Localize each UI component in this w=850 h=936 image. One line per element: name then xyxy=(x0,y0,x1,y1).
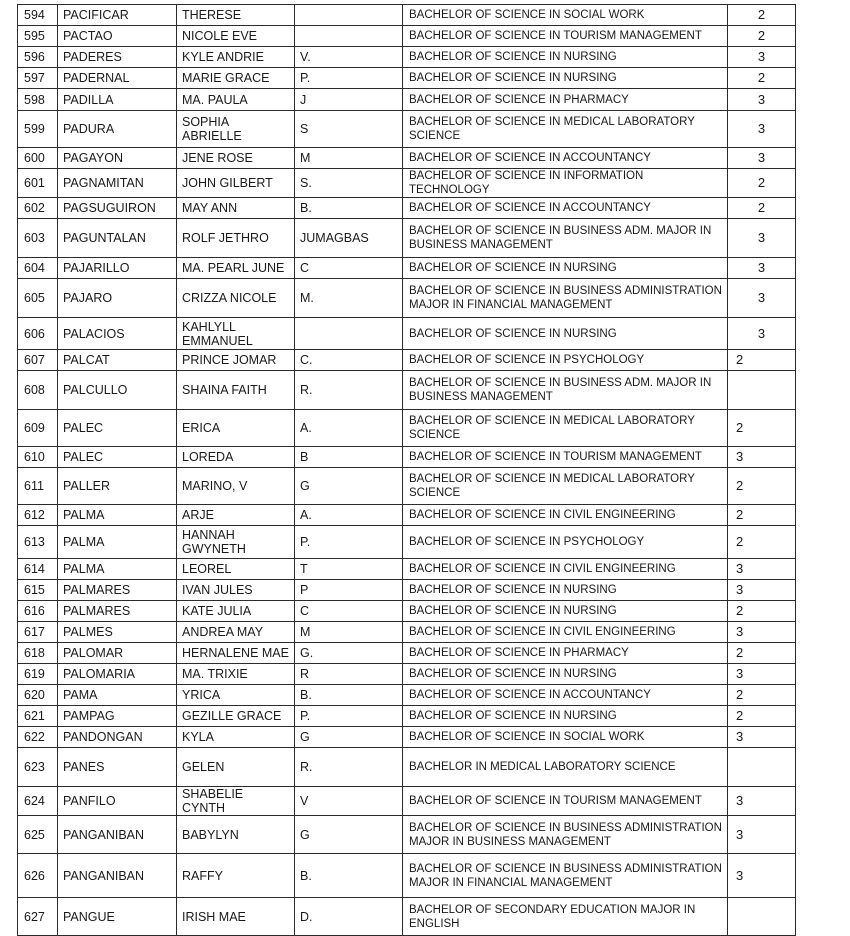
table-row xyxy=(18,685,796,706)
middle-name: M xyxy=(295,148,403,169)
first-name: BABYLYN xyxy=(177,816,295,854)
row-number: 604 xyxy=(18,258,58,279)
degree-program: BACHELOR OF SCIENCE IN PSYCHOLOGY xyxy=(403,526,728,559)
year-level: 2 xyxy=(728,26,796,47)
first-name: ARJE xyxy=(177,505,295,526)
row-number: 626 xyxy=(18,854,58,898)
row-number: 620 xyxy=(18,685,58,706)
middle-name: G. xyxy=(295,643,403,664)
middle-name: JUMAGBAS xyxy=(295,219,403,258)
year-level: 2 xyxy=(728,198,796,219)
year-level: 3 xyxy=(728,279,796,318)
year-level: 2 xyxy=(728,68,796,89)
first-name: KYLA xyxy=(177,727,295,748)
year-level: 3 xyxy=(728,89,796,111)
year-level: 3 xyxy=(728,622,796,643)
table-row xyxy=(18,279,796,318)
degree-program: BACHELOR OF SCIENCE IN CIVIL ENGINEERING xyxy=(403,559,728,580)
last-name: PANES xyxy=(58,748,177,787)
middle-name: C xyxy=(295,258,403,279)
row-number: 598 xyxy=(18,89,58,111)
year-level: 3 xyxy=(728,258,796,279)
table-row xyxy=(18,148,796,169)
year-level: 2 xyxy=(728,410,796,447)
table-row xyxy=(18,258,796,279)
row-number: 602 xyxy=(18,198,58,219)
year-level: 3 xyxy=(728,447,796,468)
last-name: PAJARILLO xyxy=(58,258,177,279)
degree-program: BACHELOR OF SCIENCE IN PSYCHOLOGY xyxy=(403,350,728,371)
middle-name: P. xyxy=(295,526,403,559)
first-name: ERICA xyxy=(177,410,295,447)
table-row xyxy=(18,219,796,258)
year-level: 2 xyxy=(728,643,796,664)
table-row xyxy=(18,169,796,198)
last-name: PALEC xyxy=(58,447,177,468)
row-number: 610 xyxy=(18,447,58,468)
table-row xyxy=(18,787,796,816)
middle-name xyxy=(295,318,403,350)
first-name: IVAN JULES xyxy=(177,580,295,601)
row-number: 609 xyxy=(18,410,58,447)
table-row xyxy=(18,111,796,148)
last-name: PALOMAR xyxy=(58,643,177,664)
year-level: 2 xyxy=(728,350,796,371)
row-number: 601 xyxy=(18,169,58,198)
middle-name: R xyxy=(295,664,403,685)
table-row xyxy=(18,706,796,727)
middle-name: C xyxy=(295,601,403,622)
degree-program: BACHELOR OF SCIENCE IN BUSINESS ADM. MAJOR IN BUSINESS MANAGEMENT xyxy=(403,371,728,410)
middle-name: G xyxy=(295,816,403,854)
first-name: MARINO, V xyxy=(177,468,295,505)
last-name: PADILLA xyxy=(58,89,177,111)
middle-name: B. xyxy=(295,854,403,898)
first-name: MA. PEARL JUNE xyxy=(177,258,295,279)
row-number: 621 xyxy=(18,706,58,727)
year-level xyxy=(728,898,796,936)
degree-program: BACHELOR OF SCIENCE IN TOURISM MANAGEMENT xyxy=(403,447,728,468)
degree-program: BACHELOR OF SCIENCE IN CIVIL ENGINEERING xyxy=(403,505,728,526)
first-name: MA. TRIXIE xyxy=(177,664,295,685)
year-level: 3 xyxy=(728,816,796,854)
year-level: 3 xyxy=(728,727,796,748)
first-name: HERNALENE MAE xyxy=(177,643,295,664)
table-row xyxy=(18,89,796,111)
year-level: 3 xyxy=(728,664,796,685)
degree-program: BACHELOR OF SCIENCE IN TOURISM MANAGEMENT xyxy=(403,26,728,47)
year-level: 3 xyxy=(728,559,796,580)
first-name: SOPHIA ABRIELLE xyxy=(177,111,295,148)
last-name: PANDONGAN xyxy=(58,727,177,748)
student-rows xyxy=(18,5,796,936)
middle-name xyxy=(295,5,403,26)
degree-program: BACHELOR OF SCIENCE IN BUSINESS ADMINISTRATION MAJOR IN FINANCIAL MANAGEMENT xyxy=(403,854,728,898)
last-name: PAJARO xyxy=(58,279,177,318)
last-name: PACIFICAR xyxy=(58,5,177,26)
first-name: PRINCE JOMAR xyxy=(177,350,295,371)
middle-name: P. xyxy=(295,68,403,89)
first-name: LEOREL xyxy=(177,559,295,580)
row-number: 625 xyxy=(18,816,58,854)
middle-name: G xyxy=(295,727,403,748)
table-row xyxy=(18,5,796,26)
last-name: PANGANIBAN xyxy=(58,854,177,898)
last-name: PADURA xyxy=(58,111,177,148)
degree-program: BACHELOR OF SCIENCE IN NURSING xyxy=(403,68,728,89)
degree-program: BACHELOR OF SCIENCE IN NURSING xyxy=(403,664,728,685)
last-name: PALMA xyxy=(58,559,177,580)
last-name: PALOMARIA xyxy=(58,664,177,685)
last-name: PAMPAG xyxy=(58,706,177,727)
last-name: PALACIOS xyxy=(58,318,177,350)
first-name: JOHN GILBERT xyxy=(177,169,295,198)
first-name: LOREDA xyxy=(177,447,295,468)
table-row xyxy=(18,898,796,936)
row-number: 618 xyxy=(18,643,58,664)
last-name: PAGNAMITAN xyxy=(58,169,177,198)
degree-program: BACHELOR OF SCIENCE IN MEDICAL LABORATORY SCIENCE xyxy=(403,410,728,447)
row-number: 622 xyxy=(18,727,58,748)
first-name: KAHLYLL EMMANUEL xyxy=(177,318,295,350)
first-name: YRICA xyxy=(177,685,295,706)
first-name: SHAINA FAITH xyxy=(177,371,295,410)
middle-name: T xyxy=(295,559,403,580)
degree-program: BACHELOR OF SCIENCE IN MEDICAL LABORATORY SCIENCE xyxy=(403,468,728,505)
degree-program: BACHELOR OF SCIENCE IN SOCIAL WORK xyxy=(403,5,728,26)
first-name: KYLE ANDRIE xyxy=(177,47,295,68)
table-row xyxy=(18,410,796,447)
middle-name: G xyxy=(295,468,403,505)
row-number: 613 xyxy=(18,526,58,559)
row-number: 603 xyxy=(18,219,58,258)
year-level: 2 xyxy=(728,505,796,526)
first-name: THERESE xyxy=(177,5,295,26)
year-level: 3 xyxy=(728,47,796,68)
middle-name: M. xyxy=(295,279,403,318)
table-row xyxy=(18,505,796,526)
middle-name: C. xyxy=(295,350,403,371)
row-number: 617 xyxy=(18,622,58,643)
middle-name: D. xyxy=(295,898,403,936)
first-name: JENE ROSE xyxy=(177,148,295,169)
year-level xyxy=(728,748,796,787)
last-name: PACTAO xyxy=(58,26,177,47)
first-name: SHABELIE CYNTH xyxy=(177,787,295,816)
last-name: PAGAYON xyxy=(58,148,177,169)
row-number: 597 xyxy=(18,68,58,89)
table-row xyxy=(18,371,796,410)
first-name: KATE JULIA xyxy=(177,601,295,622)
table-row xyxy=(18,664,796,685)
degree-program: BACHELOR OF SCIENCE IN NURSING xyxy=(403,706,728,727)
last-name: PALMARES xyxy=(58,580,177,601)
row-number: 616 xyxy=(18,601,58,622)
last-name: PALMA xyxy=(58,526,177,559)
table-row xyxy=(18,580,796,601)
year-level: 2 xyxy=(728,685,796,706)
table-row xyxy=(18,47,796,68)
table-row xyxy=(18,198,796,219)
last-name: PAGUNTALAN xyxy=(58,219,177,258)
middle-name: M xyxy=(295,622,403,643)
first-name: GEZILLE GRACE xyxy=(177,706,295,727)
year-level: 3 xyxy=(728,148,796,169)
middle-name: R. xyxy=(295,371,403,410)
degree-program: BACHELOR OF SCIENCE IN PHARMACY xyxy=(403,89,728,111)
year-level: 3 xyxy=(728,580,796,601)
row-number: 596 xyxy=(18,47,58,68)
degree-program: BACHELOR OF SCIENCE IN PHARMACY xyxy=(403,643,728,664)
middle-name: S xyxy=(295,111,403,148)
row-number: 619 xyxy=(18,664,58,685)
degree-program: BACHELOR OF SCIENCE IN NURSING xyxy=(403,47,728,68)
last-name: PANGANIBAN xyxy=(58,816,177,854)
row-number: 605 xyxy=(18,279,58,318)
degree-program: BACHELOR OF SCIENCE IN BUSINESS ADM. MAJOR IN BUSINESS MANAGEMENT xyxy=(403,219,728,258)
middle-name: J xyxy=(295,89,403,111)
year-level: 3 xyxy=(728,787,796,816)
year-level: 3 xyxy=(728,854,796,898)
first-name: HANNAH GWYNETH xyxy=(177,526,295,559)
degree-program: BACHELOR OF SCIENCE IN CIVIL ENGINEERING xyxy=(403,622,728,643)
table-row xyxy=(18,26,796,47)
first-name: MA. PAULA xyxy=(177,89,295,111)
table-row xyxy=(18,748,796,787)
middle-name: B. xyxy=(295,685,403,706)
row-number: 611 xyxy=(18,468,58,505)
first-name: ROLF JETHRO xyxy=(177,219,295,258)
row-number: 595 xyxy=(18,26,58,47)
table-row xyxy=(18,447,796,468)
row-number: 615 xyxy=(18,580,58,601)
row-number: 599 xyxy=(18,111,58,148)
table-row xyxy=(18,643,796,664)
degree-program: BACHELOR OF SCIENCE IN SOCIAL WORK xyxy=(403,727,728,748)
degree-program: BACHELOR OF SCIENCE IN BUSINESS ADMINISTRATION MAJOR IN FINANCIAL MANAGEMENT xyxy=(403,279,728,318)
first-name: CRIZZA NICOLE xyxy=(177,279,295,318)
table-row xyxy=(18,318,796,350)
last-name: PALEC xyxy=(58,410,177,447)
middle-name: B xyxy=(295,447,403,468)
row-number: 608 xyxy=(18,371,58,410)
year-level: 2 xyxy=(728,526,796,559)
table-row xyxy=(18,68,796,89)
first-name: MAY ANN xyxy=(177,198,295,219)
degree-program: BACHELOR IN MEDICAL LABORATORY SCIENCE xyxy=(403,748,728,787)
table-row xyxy=(18,854,796,898)
year-level: 2 xyxy=(728,601,796,622)
last-name: PADERNAL xyxy=(58,68,177,89)
degree-program: BACHELOR OF SCIENCE IN MEDICAL LABORATORY SCIENCE xyxy=(403,111,728,148)
degree-program: BACHELOR OF SCIENCE IN NURSING xyxy=(403,258,728,279)
middle-name: A. xyxy=(295,505,403,526)
year-level: 2 xyxy=(728,169,796,198)
middle-name: V xyxy=(295,787,403,816)
last-name: PADERES xyxy=(58,47,177,68)
row-number: 594 xyxy=(18,5,58,26)
year-level: 3 xyxy=(728,219,796,258)
table-row xyxy=(18,468,796,505)
middle-name: P xyxy=(295,580,403,601)
table-row xyxy=(18,559,796,580)
last-name: PALMES xyxy=(58,622,177,643)
year-level: 3 xyxy=(728,111,796,148)
row-number: 606 xyxy=(18,318,58,350)
last-name: PAMA xyxy=(58,685,177,706)
year-level: 2 xyxy=(728,468,796,505)
last-name: PAGSUGUIRON xyxy=(58,198,177,219)
last-name: PALCULLO xyxy=(58,371,177,410)
degree-program: BACHELOR OF SCIENCE IN ACCOUNTANCY xyxy=(403,198,728,219)
row-number: 607 xyxy=(18,350,58,371)
degree-program: BACHELOR OF SCIENCE IN BUSINESS ADMINISTRATION MAJOR IN BUSINESS MANAGEMENT xyxy=(403,816,728,854)
table-row xyxy=(18,816,796,854)
row-number: 612 xyxy=(18,505,58,526)
year-level: 2 xyxy=(728,706,796,727)
row-number: 623 xyxy=(18,748,58,787)
middle-name: A. xyxy=(295,410,403,447)
degree-program: BACHELOR OF SCIENCE IN ACCOUNTANCY xyxy=(403,685,728,706)
middle-name: B. xyxy=(295,198,403,219)
student-list-table xyxy=(17,4,796,936)
middle-name: V. xyxy=(295,47,403,68)
degree-program: BACHELOR OF SECONDARY EDUCATION MAJOR IN ENGLISH xyxy=(403,898,728,936)
last-name: PALLER xyxy=(58,468,177,505)
row-number: 627 xyxy=(18,898,58,936)
degree-program: BACHELOR OF SCIENCE IN TOURISM MANAGEMENT xyxy=(403,787,728,816)
degree-program: BACHELOR OF SCIENCE IN NURSING xyxy=(403,318,728,350)
table-row xyxy=(18,526,796,559)
table-row xyxy=(18,622,796,643)
first-name: GELEN xyxy=(177,748,295,787)
degree-program: BACHELOR OF SCIENCE IN ACCOUNTANCY xyxy=(403,148,728,169)
middle-name xyxy=(295,26,403,47)
table-row xyxy=(18,727,796,748)
row-number: 624 xyxy=(18,787,58,816)
row-number: 614 xyxy=(18,559,58,580)
row-number: 600 xyxy=(18,148,58,169)
table-row xyxy=(18,601,796,622)
last-name: PALCAT xyxy=(58,350,177,371)
first-name: RAFFY xyxy=(177,854,295,898)
year-level xyxy=(728,371,796,410)
middle-name: P. xyxy=(295,706,403,727)
degree-program: BACHELOR OF SCIENCE IN NURSING xyxy=(403,601,728,622)
first-name: IRISH MAE xyxy=(177,898,295,936)
first-name: MARIE GRACE xyxy=(177,68,295,89)
degree-program: BACHELOR OF SCIENCE IN INFORMATION TECHNOLOGY xyxy=(403,169,728,198)
table-row xyxy=(18,350,796,371)
first-name: ANDREA MAY xyxy=(177,622,295,643)
last-name: PANFILO xyxy=(58,787,177,816)
last-name: PALMA xyxy=(58,505,177,526)
middle-name: S. xyxy=(295,169,403,198)
last-name: PALMARES xyxy=(58,601,177,622)
last-name: PANGUE xyxy=(58,898,177,936)
degree-program: BACHELOR OF SCIENCE IN NURSING xyxy=(403,580,728,601)
first-name: NICOLE EVE xyxy=(177,26,295,47)
middle-name: R. xyxy=(295,748,403,787)
year-level: 3 xyxy=(728,318,796,350)
year-level: 2 xyxy=(728,5,796,26)
